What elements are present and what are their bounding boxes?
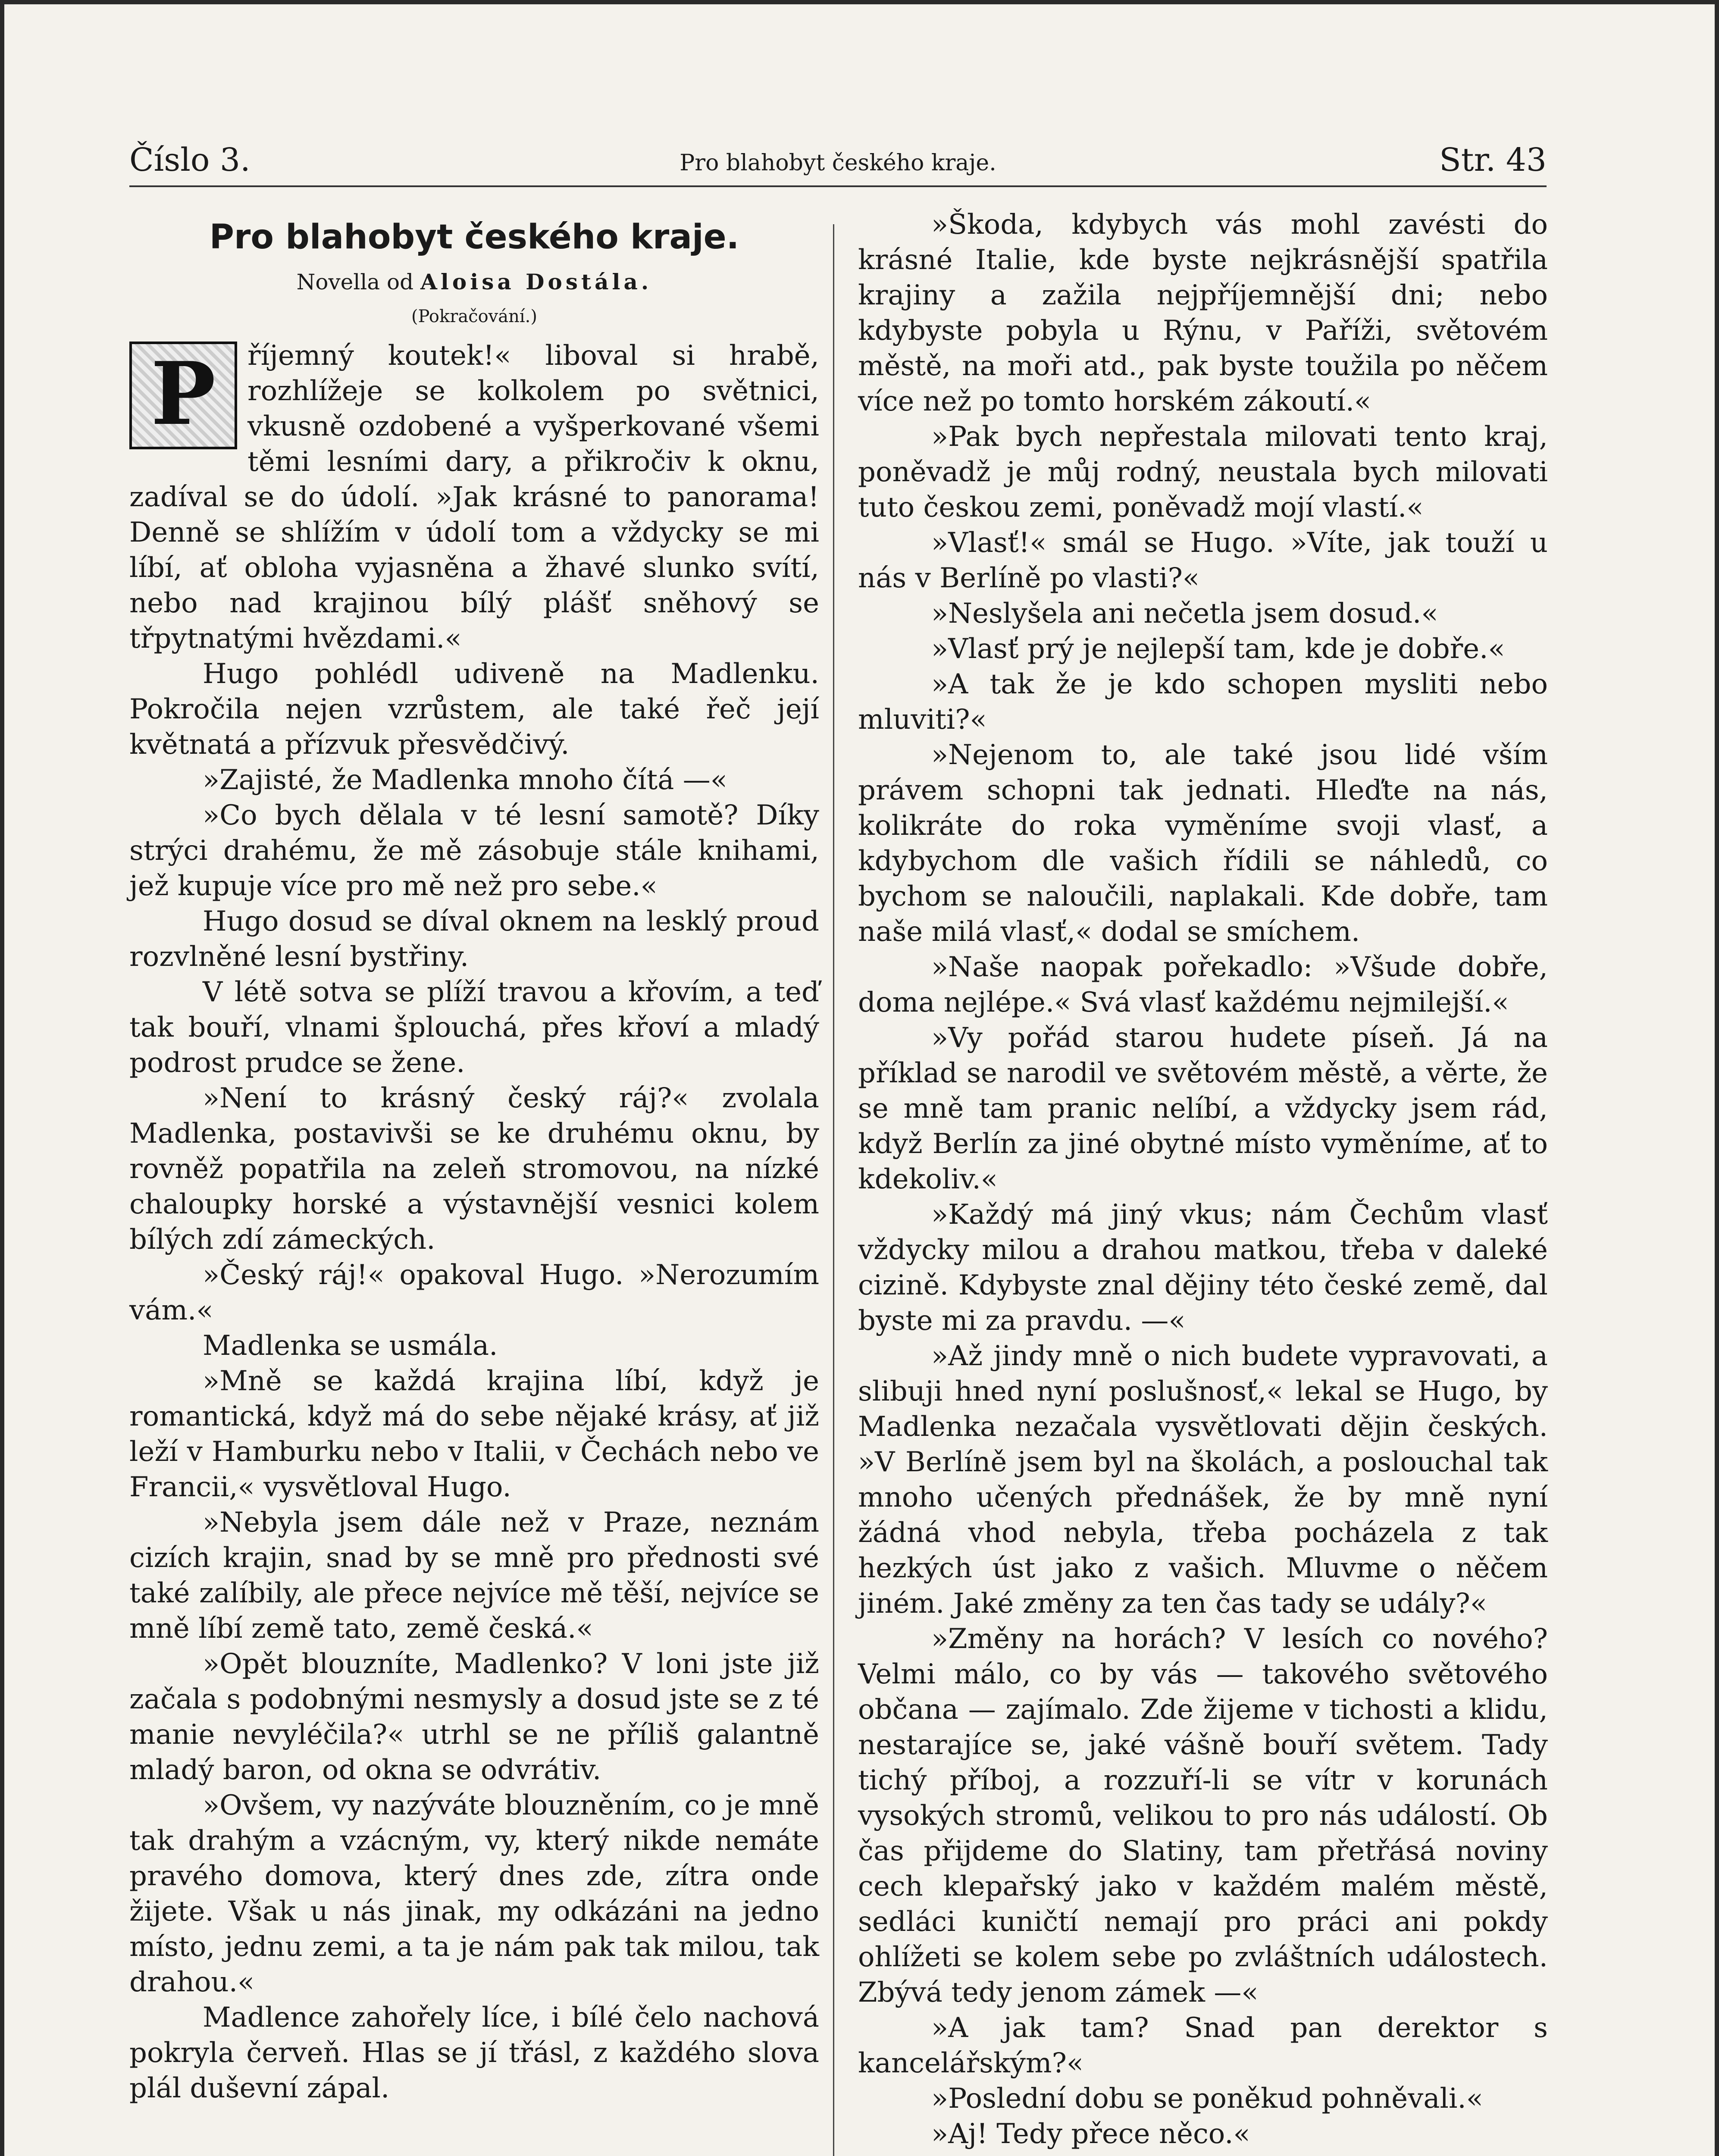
paragraph-text: »Není to krásný český ráj?« zvolala Madlenka, postavivši se ke druhému oknu, by rovněž popatřila na zeleň stromovou, na nízké chaloupky horské a výstavnější vesnici kolem bílých zdí zámeckých. <box>129 1082 819 1256</box>
paragraph-text: »Zajisté, že Madlenka mnoho čítá —« <box>203 764 727 796</box>
paragraph <box>858 950 1548 1020</box>
paragraph <box>858 207 1548 419</box>
paragraph-text: »Pak bych nepřestala milovati tento kraj, poněvadž je můj rodný, neustala bych milovati tuto českou zemi, poněvadž mojí vlastí.« <box>858 421 1548 523</box>
author-name: Aloisa Dostála. <box>420 269 652 295</box>
paragraph-text: »Aj! Tedy přece něco.« <box>931 2118 1250 2150</box>
paragraph <box>858 419 1548 525</box>
paragraph <box>129 975 819 1081</box>
paragraph <box>858 737 1548 950</box>
paragraph <box>858 596 1548 631</box>
paragraph-text: Madlence zahořely líce, i bílé čelo nachová pokryla červeň. Hlas se jí třásl, z každého slova plál duševní zápal. <box>129 2002 819 2104</box>
paragraph-text: »Vlasť!« smál se Hugo. »Víte, jak touží u nás v Berlíně po vlasti?« <box>858 527 1548 594</box>
paragraph-text: »Vlasť prý je nejlepší tam, kde je dobře.« <box>931 633 1505 665</box>
paragraph <box>129 762 819 798</box>
paragraph <box>129 798 819 904</box>
paragraph <box>858 1338 1548 1621</box>
paragraph <box>858 1621 1548 2010</box>
paragraph <box>858 525 1548 596</box>
paragraph <box>129 1328 819 1363</box>
left-column-text <box>129 338 819 2106</box>
paragraph <box>129 1788 819 2000</box>
paragraph <box>858 2010 1548 2081</box>
paragraph <box>129 1505 819 1646</box>
paragraph <box>858 1197 1548 1338</box>
right-column-text <box>858 207 1548 2152</box>
continuation-note: (Pokračování.) <box>411 307 537 326</box>
left-column <box>129 207 819 2106</box>
paragraph <box>129 338 819 656</box>
paragraph <box>858 2116 1548 2152</box>
initial-letter: P <box>150 343 216 445</box>
paragraph <box>858 667 1548 737</box>
paragraph-text: Hugo dosud se díval oknem na lesklý proud rozvlněné lesní bystřiny. <box>129 906 819 973</box>
article-title: Pro blahobyt českého kraje. <box>209 218 739 257</box>
paragraph-text: »A tak že je kdo schopen mysliti nebo mluviti?« <box>858 668 1548 736</box>
right-column <box>858 207 1548 2152</box>
issue-number: Číslo 3. <box>129 141 250 179</box>
paragraph-text: »Poslední dobu se poněkud pohněvali.« <box>931 2083 1483 2115</box>
paragraph-text: V létě sotva se plíží travou a křovím, a teď tak bouří, vlnami šplouchá, přes křoví a mladý podrost prudce se žene. <box>129 976 819 1079</box>
paragraph-text: říjemný koutek!« liboval si hrabě, rozhlížeje se kolkolem po světnici, vkusně ozdobené a vyšperkované všemi těmi lesními dary, a přikročiv k oknu, zadíval se do údolí. »Jak krásné to panorama! Denně se shlížím v údolí tom a vždycky se mi líbí, ať obloha vyjasněna a žhavé slunko svítí, nebo nad krajinou bílý plášť sněhový se třpytnatými hvězdami.« <box>129 340 819 655</box>
paragraph-text: »Neslyšela ani nečetla jsem dosud.« <box>931 598 1438 630</box>
paragraph-text: »Mně se každá krajina líbí, když je romantická, když má do sebe nějaké krásy, ať již leží v Hamburku nebo v Italii, v Čechách nebo ve Francii,« vysvětloval Hugo. <box>129 1365 819 1503</box>
paragraph <box>129 1257 819 1328</box>
paragraph <box>858 1020 1548 1197</box>
article-byline <box>129 265 819 299</box>
paragraph <box>129 904 819 975</box>
byline-prefix: Novella od <box>296 270 414 295</box>
paragraph-text: »Nejenom to, ale také jsou lidé vším právem schopni tak jednati. Hleďte na nás, kolikráte do roka vyměníme svoji vlasť, a kdybychom dle vašich řídili se náhledů, co bychom se naloučili, naplakali. Kde dobře, tam naše milá vlasť,« dodal se smíchem. <box>858 739 1548 948</box>
paragraph-text: »Co bych dělala v té lesní samotě? Díky strýci drahému, že mě zásobuje stále knihami, jež kupuje více pro mě než pro sebe.« <box>129 799 819 902</box>
paragraph-text: »Změny na horách? V lesích co nového? Velmi málo, co by vás — takového světového občana — zajímalo. Zde žijeme v tichosti a klidu, nestarajíce se, jaké vášně bouří světem. Tady tichý příboj, a rozzuří-li se vítr v korunách vysokých stromů, velikou to pro nás událostí. Ob čas přijdeme do Slatiny, tam přetřásá noviny cech klepařský jako v každém malém městě, sedláci kuničtí nemají pro práci ani pokdy ohlížeti se kolem sebe po zvláštních událostech. Zbývá tedy jenom zámek —« <box>858 1623 1548 2009</box>
decorative-initial <box>129 342 237 449</box>
page-header <box>129 134 1547 187</box>
paragraph-text: »Opět blouzníte, Madlenko? V loni jste již začala s podobnými nesmysly a dosud jste se z té manie nevyléčila?« utrhl se ne příliš galantně mladý baron, od okna se odvrátiv. <box>129 1648 819 1786</box>
paragraph <box>129 2000 819 2106</box>
paragraph-text: »Český ráj!« opakoval Hugo. »Nerozumím vám.« <box>129 1259 819 1326</box>
paragraph <box>858 631 1548 667</box>
paragraph-text: »Až jindy mně o nich budete vypravovati, a slibuji hned nyní poslušnosť,« lekal se Hugo, by Madlenka nezačala vysvětlovati dějin českých. »V Berlíně jsem byl na školách, a poslouchal tak mnoho učených přednášek, že by mně nyní žádná vhod nebyla, třeba pocházela z tak hezkých úst jako z vašich. Mluvme o něčem jiném. Jaké změny za ten čas tady se udály?« <box>858 1340 1548 1620</box>
paragraph-text: »Vy pořád starou hudete píseň. Já na příklad se narodil ve světovém městě, a věrte, že se mně tam pranic nelíbí, a vždycky jsem rád, když Berlín za jiné obytné místo vyměníme, ať to kdekoliv.« <box>858 1022 1548 1195</box>
paragraph-text: »Škoda, kdybych vás mohl zavésti do krásné Italie, kde byste nejkrásnější spatřila krajiny a zažila nejpříjemnější dni; nebo kdybyste pobyla u Rýnu, v Paříži, světovém městě, na moři atd., pak byste toužila po něčem více než po tomto horském zákoutí.« <box>858 209 1548 417</box>
paragraph <box>129 656 819 762</box>
paragraph <box>129 1363 819 1505</box>
page-number: Str. 43 <box>1439 141 1547 179</box>
paragraph-text: »Nebyla jsem dále než v Praze, neznám cizích krajin, snad by se mně pro přednosti své také zalíbily, ale přece nejvíce mě těší, nejvíce se mně líbí země tato, země česká.« <box>129 1507 819 1645</box>
paragraph-text: »A jak tam? Snad pan derektor s kancelářským?« <box>858 2012 1548 2079</box>
running-title: Pro blahobyt českého kraje. <box>679 150 996 176</box>
paragraph <box>858 2081 1548 2116</box>
paragraph-text: Madlenka se usmála. <box>203 1330 498 1362</box>
paragraph-text: »Naše naopak pořekadlo: »Všude dobře, doma nejlépe.« Svá vlasť každému nejmilejší.« <box>858 951 1548 1018</box>
paragraph-text: »Ovšem, vy nazýváte blouzněním, co je mně tak drahým a vzácným, vy, který nikde nemáte pravého domova, který dnes zde, zítra onde žijete. Však u nás jinak, my odkázáni na jedno místo, jednu zemi, a ta je nám pak tak milou, tak drahou.« <box>129 1789 819 1998</box>
column-divider <box>833 224 834 2156</box>
paragraph <box>129 1646 819 1788</box>
paragraph <box>129 1081 819 1257</box>
paragraph-text: Hugo pohlédl udiveně na Madlenku. Pokročila nejen vzrůstem, ale také řeč její květnatá a přízvuk přesvědčivý. <box>129 658 819 761</box>
paragraph-text: »Každý má jiný vkus; nám Čechům vlasť vždycky milou a drahou matkou, třeba v daleké cizině. Kdybyste znal dějiny této české země, dal byste mi za pravdu. —« <box>858 1199 1548 1337</box>
